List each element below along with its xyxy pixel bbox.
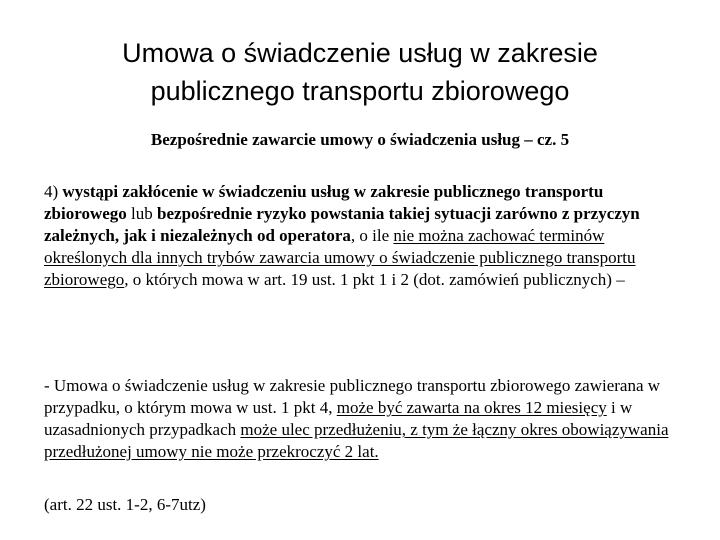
note-underlined-1: może być zawarta na okres 12 miesięcy bbox=[336, 398, 607, 417]
title-line-2: publicznego transportu zbiorowego bbox=[150, 76, 570, 106]
note-underlined-2: może ulec przedłużeniu, z tym że łączny okres obowiązywania przedłużonej umowy nie może przekroczyć 2 lat. bbox=[44, 420, 669, 461]
note-paragraph bbox=[44, 375, 684, 463]
legal-reference: (art. 22 ust. 1-2, 6-7utz) bbox=[44, 495, 206, 514]
point-4-underlined: nie można zachować terminów określonych dla innych trybów zawarcia umowy o świadczenie publicznego transportu zbiorowego bbox=[44, 226, 636, 289]
point-4-bold-1: wystąpi zakłócenie w świadczeniu usług w zakresie publicznego transportu zbiorowego bbox=[44, 182, 604, 223]
point-4-text-1: lub bbox=[126, 204, 158, 223]
point-4-text-3: , o których mowa w art. 19 ust. 1 pkt 1 i 2 (dot. zamówień publicznych) – bbox=[124, 270, 625, 289]
slide-subtitle: Bezpośrednie zawarcie umowy o świadczenia usług – cz. 5 bbox=[150, 130, 570, 149]
point-4-text-2: , o ile bbox=[350, 226, 394, 245]
title-line-1: Umowa o świadczenie usług w zakresie bbox=[122, 38, 598, 68]
point-number: 4) bbox=[44, 182, 63, 201]
note-text: - Umowa o świadczenie usług w zakresie publicznego transportu zbiorowego zawierana w przypadku, o którym mowa w ust. 1 pkt 4, bbox=[44, 376, 661, 417]
slide-title bbox=[40, 34, 680, 110]
point-4-bold-2: bezpośrednie ryzyko powstania takiej sytuacji zarówno z przyczyn zależnych, jak i niezależnych od operatora bbox=[44, 204, 640, 245]
point-4-paragraph bbox=[44, 181, 684, 291]
note-text-2: i w uzasadnionych przypadkach bbox=[44, 398, 633, 439]
